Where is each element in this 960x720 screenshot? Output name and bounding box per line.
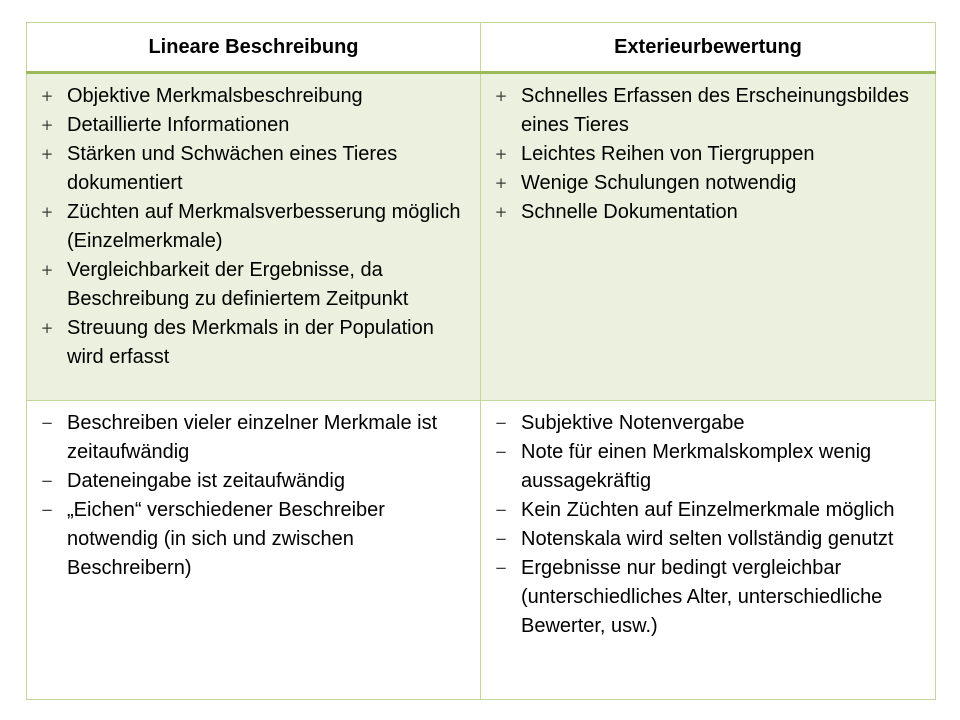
list-item (39, 256, 468, 314)
list-item (493, 554, 923, 641)
advantages-exterior-list (481, 74, 935, 227)
header-row (27, 23, 936, 73)
plus-icon: + (494, 203, 508, 221)
list-item-text: Schnelles Erfassen des Erscheinungsbildes eines Tieres (521, 85, 909, 136)
list-item (39, 409, 468, 467)
list-item (493, 82, 923, 140)
advantages-row (27, 73, 936, 401)
plus-icon: + (40, 87, 54, 105)
list-item (39, 467, 468, 496)
minus-icon: − (494, 443, 508, 461)
list-item-text: Objektive Merkmalsbeschreibung (67, 85, 363, 107)
header-exterior-rating: Exterieurbewertung (481, 23, 936, 73)
advantages-linear-list (27, 74, 480, 372)
list-item-text: Wenige Schulungen notwendig (521, 172, 797, 194)
disadvantages-exterior-cell (481, 401, 936, 700)
plus-icon: + (40, 203, 54, 221)
list-item (39, 198, 468, 256)
plus-icon: + (40, 145, 54, 163)
advantages-exterior-cell (481, 73, 936, 401)
minus-icon: − (494, 414, 508, 432)
list-item (493, 525, 923, 554)
comparison-table (26, 22, 936, 700)
list-item-text: Streuung des Merkmals in der Population wird erfasst (67, 317, 434, 368)
list-item-text: Schnelle Dokumentation (521, 201, 738, 223)
list-item-text: „Eichen“ verschiedener Beschreiber notwendig (in sich und zwischen Beschreibern) (67, 499, 385, 579)
minus-icon: − (494, 559, 508, 577)
disadvantages-linear-cell (27, 401, 481, 700)
list-item (493, 496, 923, 525)
list-item (493, 409, 923, 438)
list-item (493, 438, 923, 496)
list-item (39, 111, 468, 140)
plus-icon: + (40, 116, 54, 134)
minus-icon: − (494, 530, 508, 548)
disadvantages-linear-list (27, 401, 480, 583)
list-item-text: Dateneingabe ist zeitaufwändig (67, 470, 345, 492)
list-item-text: Züchten auf Merkmalsverbesserung möglich (Einzelmerkmale) (67, 201, 461, 252)
plus-icon: + (40, 261, 54, 279)
list-item-text: Kein Züchten auf Einzelmerkmale möglich (521, 499, 895, 521)
list-item (39, 314, 468, 372)
plus-icon: + (494, 145, 508, 163)
list-item-text: Ergebnisse nur bedingt vergleichbar (unterschiedliches Alter, unterschiedliche Bewerter, usw.) (521, 557, 883, 637)
list-item-text: Subjektive Notenvergabe (521, 412, 745, 434)
list-item (39, 140, 468, 198)
plus-icon: + (40, 319, 54, 337)
advantages-linear-cell (27, 73, 481, 401)
minus-icon: − (40, 414, 54, 432)
list-item (493, 198, 923, 227)
list-item-text: Detaillierte Informationen (67, 114, 290, 136)
disadvantages-exterior-list (481, 401, 935, 641)
minus-icon: − (494, 501, 508, 519)
list-item-text: Notenskala wird selten vollständig genutzt (521, 528, 894, 550)
list-item-text: Note für einen Merkmalskomplex wenig aussagekräftig (521, 441, 872, 492)
minus-icon: − (40, 472, 54, 490)
list-item-text: Beschreiben vieler einzelner Merkmale ist zeitaufwändig (67, 412, 438, 463)
header-linear-description: Lineare Beschreibung (27, 23, 481, 73)
list-item (39, 496, 468, 583)
list-item-text: Leichtes Reihen von Tiergruppen (521, 143, 815, 165)
list-item-text: Vergleichbarkeit der Ergebnisse, da Beschreibung zu definiertem Zeitpunkt (67, 259, 409, 310)
list-item (39, 82, 468, 111)
disadvantages-row (27, 401, 936, 700)
plus-icon: + (494, 87, 508, 105)
minus-icon: − (40, 501, 54, 519)
list-item (493, 169, 923, 198)
list-item-text: Stärken und Schwächen eines Tieres dokumentiert (67, 143, 398, 194)
list-item (493, 140, 923, 169)
plus-icon: + (494, 174, 508, 192)
